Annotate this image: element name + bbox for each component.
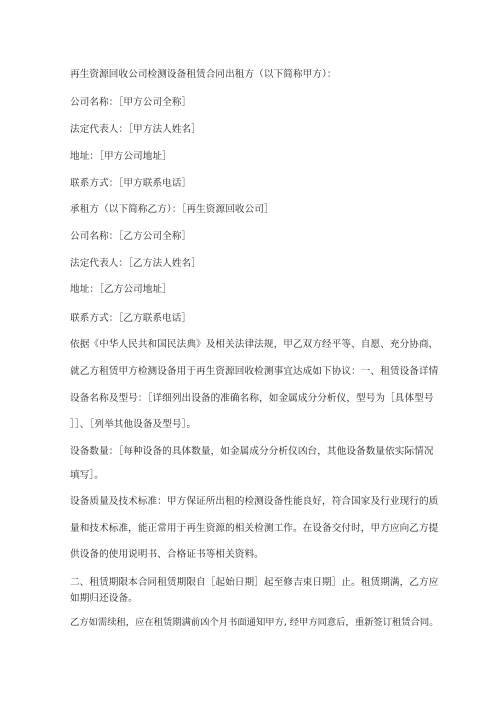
- lessee-company-name: 公司名称：［乙方公司全称］: [70, 231, 192, 242]
- preamble-line-2: 就乙方租赁甲方检测设备用于再生资源回收检测事宜达成如下协议：一、租赁设备详情: [70, 366, 439, 377]
- renewal-clause: 乙方如需续租，应在租赁期满前凶个月书面通知甲方, 经甲方同意后，重新签订租赁合同。: [70, 617, 439, 628]
- lessor-company-name: 公司名称：［甲方公司全称］: [70, 97, 192, 108]
- quality-standard-line-1: 设备质量及技术标准：甲方保证所出租的检测设备性能良好，符合国家及行业现行的质: [70, 496, 439, 507]
- equipment-name-line-1: 设备名称及型号：［详细列出设备的准确名称，如金属成分分析仪，型号为［具体型号: [70, 393, 434, 404]
- lessee-address: 地址：［乙方公司地址］: [70, 284, 172, 295]
- lease-term-line-1: 二、租赁期限本合同租赁期限自［起始日期］起至修吉束日期］止。租赁期满，乙方应: [70, 577, 439, 588]
- lessee-heading: 承租方（以下简称乙方）：［再生资源回收公司］: [70, 204, 274, 215]
- lessor-legal-representative: 法定代表人：［甲方法人姓名］: [70, 124, 201, 135]
- equipment-quantity-line-1: 设备数量：［每种设备的具体数量，如金属成分分析仪凶台，其他设备数量依实际情况: [70, 446, 434, 457]
- equipment-quantity-line-2: 填写］。: [70, 470, 104, 481]
- quality-standard-line-2: 量和技术标准，能正常用于再生资源的相关检测工作。在设备交付时，甲方应向乙方提: [70, 523, 439, 534]
- lessee-contact: 联系方式：［乙方联系电话］: [70, 313, 192, 324]
- quality-standard-line-3: 供设备的使用说明书、合格证书等相关资料。: [70, 549, 264, 560]
- equipment-name-line-2: ］］、［列举其他设备及型号］。: [70, 419, 197, 430]
- lessor-heading: 再生资源回收公司检测设备租赁合同出租方（以下简称甲方）：: [70, 69, 337, 80]
- lessor-contact: 联系方式：［甲方联系电话］: [70, 178, 192, 189]
- preamble-line-1: 依据《中华人民共和国民法典》及相关法律法规，甲乙双方经平等、自愿、充分协商，: [70, 339, 439, 350]
- lessor-address: 地址：［甲方公司地址］: [70, 151, 172, 162]
- lessee-legal-representative: 法定代表人：［乙方法人姓名］: [70, 258, 201, 269]
- lease-term-line-2: 如期归还设备。: [70, 593, 138, 604]
